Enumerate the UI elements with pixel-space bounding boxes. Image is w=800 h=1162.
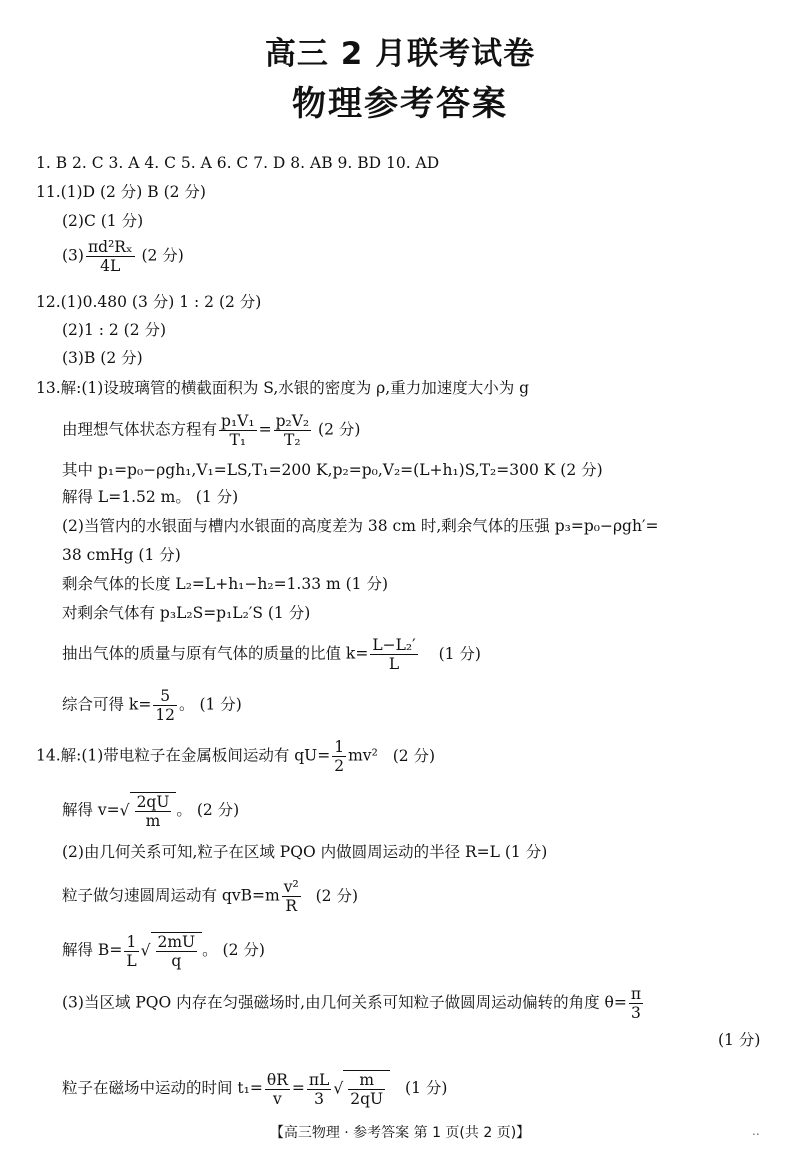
q14-v-den: m bbox=[145, 812, 161, 830]
q13-line10 bbox=[62, 687, 242, 724]
q13-line9 bbox=[62, 636, 481, 673]
q13-fraction-2-num: p₂V₂ bbox=[275, 412, 310, 430]
q13-line10-score: 。 (1 分) bbox=[179, 695, 242, 714]
q14-time-num1: θR bbox=[266, 1070, 288, 1089]
q14-v-num: 2qU bbox=[136, 793, 170, 811]
q14-b-root-fraction bbox=[156, 933, 198, 970]
q13-line7: 剩余气体的长度 L₂=L+h₁−h₂=1.33 m (1 分) bbox=[62, 575, 389, 593]
q14-angle-den: 3 bbox=[631, 1004, 641, 1022]
q13-line1: 13.解:(1)设玻璃管的横截面积为 S,水银的密度为 ρ,重力加速度大小为 g bbox=[36, 379, 530, 397]
q13-ratio-den: L bbox=[388, 655, 400, 673]
q13-fraction-1-den: T₁ bbox=[229, 431, 247, 449]
q11-part3-denominator: 4L bbox=[100, 257, 121, 275]
q14-time-equals: = bbox=[291, 1079, 305, 1097]
q11-part3 bbox=[62, 238, 184, 275]
q13-fraction-2 bbox=[274, 412, 312, 449]
q14-line4-score: (2 分) bbox=[315, 886, 358, 905]
corner-mark: .. bbox=[752, 1124, 760, 1138]
q13-result-fraction bbox=[153, 687, 177, 724]
q13-result-num: 5 bbox=[153, 687, 177, 706]
q13-equals: = bbox=[258, 420, 272, 439]
q14-v-sqrt: √ $\frac{2qU}{m}$ bbox=[120, 792, 177, 830]
q14-line3: (2)由几何关系可知,粒子在区域 PQO 内做圆周运动的半径 R=L (1 分) bbox=[62, 843, 548, 861]
q14-line2 bbox=[62, 792, 239, 830]
q14-line1 bbox=[36, 738, 435, 775]
q12-part1: 12.(1)0.480 (3 分) 1 : 2 (2 分) bbox=[36, 293, 262, 311]
q11-part1: 11.(1)D (2 分) B (2 分) bbox=[36, 183, 206, 201]
q12-part3: (3)B (2 分) bbox=[62, 349, 143, 367]
q14-line6-score: (1 分) bbox=[718, 1031, 761, 1049]
q13-fraction-1 bbox=[219, 412, 257, 449]
q14-line7-score: (1 分) bbox=[405, 1079, 448, 1097]
q11-part3-numerator: πd²Rₓ bbox=[87, 238, 133, 256]
q13-line4: 解得 L=1.52 m。 (1 分) bbox=[62, 488, 239, 506]
q14-half-fraction bbox=[332, 738, 346, 775]
q14-centripetal-den: R bbox=[285, 897, 298, 915]
q13-line5: (2)当管内的水银面与槽内水银面的高度差为 38 cm 时,剩余气体的压强 p₃=p₀−ρgh′= bbox=[62, 517, 659, 535]
q14-line6 bbox=[62, 985, 645, 1022]
q14-v-fraction bbox=[135, 793, 172, 830]
q13-line9-score: (1 分) bbox=[438, 644, 481, 663]
q14-b-den: L bbox=[126, 951, 137, 970]
q13-line6: 38 cmHg (1 分) bbox=[62, 546, 181, 564]
q14-time-den2: 3 bbox=[314, 1089, 325, 1108]
q13-line8: 对剩余气体有 p₃L₂S=p₁L₂′S (1 分) bbox=[62, 604, 311, 622]
q14-line1-prefix: 14.解:(1)带电粒子在金属板间运动有 qU= bbox=[36, 746, 331, 765]
q13-line10-prefix: 综合可得 k= bbox=[62, 695, 152, 714]
q14-line6-prefix: (3)当区域 PQO 内存在匀强磁场时,由几何关系可知粒子做圆周运动偏转的角度 θ= bbox=[62, 993, 627, 1012]
q13-line3: 其中 p₁=p₀−ρgh₁,V₁=LS,T₁=200 K,p₂=p₀,V₂=(L+h₁)S,T₂=300 K (2 分) bbox=[62, 461, 603, 479]
q13-fraction-1-num: p₁V₁ bbox=[221, 412, 255, 430]
q14-angle-num: π bbox=[630, 985, 642, 1003]
q13-fraction-2-den: T₂ bbox=[284, 431, 301, 449]
q12-part2: (2)1 : 2 (2 分) bbox=[62, 321, 167, 339]
q14-line7 bbox=[62, 1070, 447, 1108]
q14-line5 bbox=[62, 932, 265, 970]
q14-time-num2: πL bbox=[308, 1070, 330, 1089]
q11-part2: (2)C (1 分) bbox=[62, 212, 144, 230]
q14-time-root-num: m bbox=[348, 1071, 385, 1090]
q14-line7-prefix: 粒子在磁场中运动的时间 t₁= bbox=[62, 1079, 263, 1097]
q13-line2 bbox=[62, 412, 360, 449]
q14-line2-score: 。 (2 分) bbox=[176, 801, 240, 819]
q14-b-root-num: 2mU bbox=[157, 933, 196, 951]
q14-centripetal-num: v² bbox=[283, 878, 299, 896]
q14-time-root-fraction bbox=[348, 1071, 385, 1108]
q14-line4-prefix: 粒子做匀速圆周运动有 qvB=m bbox=[62, 886, 280, 905]
q14-line4 bbox=[62, 878, 358, 915]
q14-b-fraction bbox=[124, 933, 138, 970]
exam-title: 高三 2 月联考试卷 bbox=[264, 36, 536, 72]
q14-centripetal-fraction bbox=[282, 878, 301, 915]
q11-part3-prefix: (3) bbox=[62, 246, 84, 265]
q14-b-root-den: q bbox=[171, 952, 182, 970]
q14-time-fraction-1 bbox=[265, 1071, 290, 1108]
q14-b-num: 1 bbox=[124, 933, 138, 952]
q14-line1-score: (2 分) bbox=[392, 746, 436, 765]
q14-time-root-den: 2qU bbox=[350, 1090, 384, 1108]
q14-time-fraction-2 bbox=[307, 1071, 331, 1108]
q11-part3-fraction bbox=[86, 238, 135, 275]
q14-half-num: 1 bbox=[334, 738, 345, 756]
q14-time-den1: v bbox=[272, 1089, 282, 1108]
q14-angle-fraction bbox=[629, 985, 643, 1022]
q14-line5-prefix: 解得 B= bbox=[62, 941, 123, 959]
q14-line2-prefix: 解得 v= bbox=[62, 801, 120, 819]
mc-answers-line: 1. B 2. C 3. A 4. C 5. A 6. C 7. D 8. AB 9. BD 10. AD bbox=[36, 154, 440, 172]
q13-line9-prefix: 抽出气体的质量与原有气体的质量的比值 k= bbox=[62, 644, 369, 663]
q14-b-sqrt: √ $\frac{2mU}{q}$ bbox=[141, 932, 203, 970]
q14-line5-score: 。 (2 分) bbox=[202, 941, 265, 959]
q13-ratio-num: L−L₂′ bbox=[372, 636, 416, 654]
q14-half-den: 2 bbox=[334, 757, 345, 775]
q14-time-sqrt: √ $\frac{m}{2qU}$ bbox=[333, 1070, 390, 1108]
page-footer: 【高三物理 · 参考答案 第 1 页(共 2 页)】 bbox=[269, 1125, 531, 1141]
q13-result-den: 12 bbox=[155, 706, 176, 724]
q13-line2-score: (2 分) bbox=[318, 420, 361, 439]
q11-part3-score: (2 分) bbox=[141, 246, 184, 265]
q13-ratio-fraction bbox=[370, 636, 417, 673]
q13-line2-prefix: 由理想气体状态方程有 bbox=[62, 420, 218, 439]
q14-line1-suffix: mv² bbox=[348, 746, 378, 765]
answer-subtitle: 物理参考答案 bbox=[292, 84, 508, 124]
